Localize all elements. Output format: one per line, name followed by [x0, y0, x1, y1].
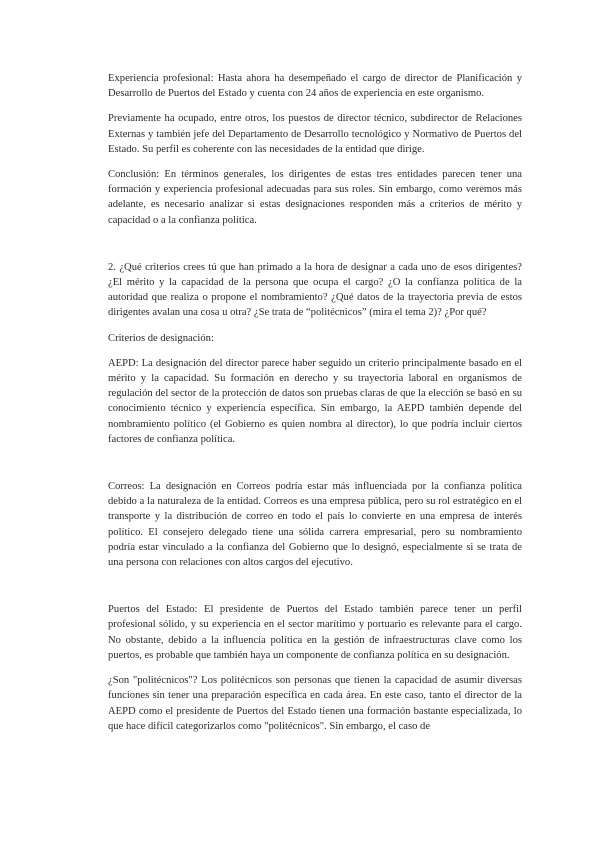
- paragraph-criterios-heading: Criterios de designación:: [108, 332, 214, 344]
- paragraph-puertos-del-estado: Puertos del Estado: El presidente de Puertos del Estado también parece tener un perfil profesional sólido, y su experiencia en el sector marítimo y portuario es relevante para el cargo. No obstante, debido a la influencia política en la gestión de infraestructuras clave como los puertos, es probable que también haya un componente de confianza política en su designación.: [108, 604, 522, 661]
- document-body: [108, 71, 522, 734]
- paragraph-puestos-previos: Previamente ha ocupado, entre otros, los puestos de director técnico, subdirector de Relaciones Externas y también jefe del Departamento de Desarrollo tecnológico y Normativo de Puertos del Estado. Su perfil es coherente con las necesidades de la entidad que dirige.: [108, 113, 522, 155]
- paragraph-conclusion: Conclusión: En términos generales, los dirigentes de estas tres entidades parecen tener una formación y experiencia profesional adecuadas para sus roles. Sin embargo, como veremos más adelante, es necesario analizar si estas designaciones responden más a criterios de mérito y capacidad o a la confianza política.: [108, 169, 522, 226]
- paragraph-correos: Correos: La designación en Correos podría estar más influenciada por la confianza política debido a la naturaleza de la entidad. Correos es una empresa pública, pero su rol estratégico en el transporte y la distribución de correo en todo el país lo convierte en una empresa de interés político. El consejero delegado tiene una sólida carrera empresarial, pero su nombramiento podría estar vinculado a la confianza del Gobierno que lo designó, especialmente si se trata de una persona con relaciones con altos cargos del ejecutivo.: [108, 481, 522, 569]
- paragraph-experiencia-profesional: Experiencia profesional: Hasta ahora ha desempeñado el cargo de director de Planificación y Desarrollo de Puertos del Estado y cuenta con 24 años de experiencia en este organismo.: [108, 73, 522, 100]
- paragraph-aepd: AEPD: La designación del director parece haber seguido un criterio principalmente basado en el mérito y la capacidad. Su formación en derecho y su trayectoria laboral en organismos de regulación del sector de la protección de datos son pruebas claras de que la elección se basó en su conocimiento técnico y experiencia específica. Sin embargo, la AEPD también depende del nombramiento político (el Gobierno es quien nombra al director), lo que podría incluir ciertos factores de confianza política.: [108, 357, 522, 445]
- paragraph-question-2: 2. ¿Qué criterios crees tú que han primado a la hora de designar a cada uno de esos dirigentes? ¿El mérito y la capacidad de la persona que ocupa el cargo? ¿O la confianza política de la autoridad que realiza o propone el nombramiento? ¿Qué datos de la trayectoria previa de estos dirigentes avalan una cosa u otra? ¿Se trata de “politécnicos” (mira el tema 2)? ¿Por qué?: [108, 261, 522, 319]
- paragraph-politecnicos: ¿Son "politécnicos"? Los politécnicos son personas que tienen la capacidad de asumir diversas funciones sin tener una preparación específica en cada área. En este caso, tanto el director de la AEPD como el presidente de Puertos del Estado tienen una formación bastante especializada, lo que hace difícil categorizarlos como "politécnicos". Sin embargo, el caso de: [108, 675, 522, 732]
